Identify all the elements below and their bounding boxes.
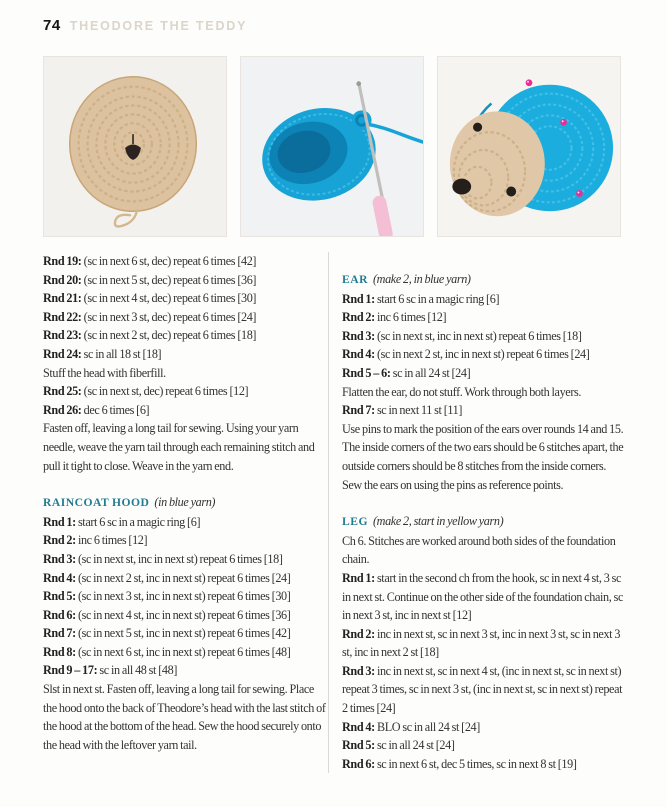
pattern-line <box>43 587 328 606</box>
round-instructions: Flatten the ear, do not stuff. Work through both layers. <box>342 384 582 399</box>
section-note: (make 2, in blue yarn) <box>372 272 471 286</box>
round-instructions: (sc in next 6 st, inc in next st) repeat 6 times [48] <box>75 644 291 659</box>
pattern-line <box>43 606 328 625</box>
round-instructions: sc in all 24 st [24] <box>374 738 455 753</box>
round-instructions: Fasten off, leaving a long tail for sewing. Using your yarn needle, weave the yarn tail through each remaining stitch and pull it tight to close. Weave in the yarn end. <box>43 421 315 473</box>
pattern-line <box>342 569 625 625</box>
photo-row <box>43 56 621 237</box>
round-instructions: (sc in next 4 st, inc in next st) repeat 6 times [36] <box>75 607 291 622</box>
pattern-line <box>342 364 625 383</box>
round-label: Rnd 22: <box>43 309 82 324</box>
teddy-eye-right <box>506 187 516 197</box>
photo-hood-in-progress <box>240 56 424 237</box>
pattern-line <box>43 252 328 271</box>
pattern-line <box>342 625 625 662</box>
pattern-line <box>43 419 328 475</box>
round-label: Rnd 6: <box>342 756 375 771</box>
pattern-line <box>43 513 328 532</box>
pattern-line <box>342 718 625 737</box>
page-number: 74 <box>43 17 61 34</box>
pattern-line <box>43 326 328 345</box>
pattern-line <box>342 270 625 290</box>
round-instructions: (sc in next 2 st, dec) repeat 6 times [18] <box>81 328 257 343</box>
left-column <box>43 252 328 773</box>
round-label: Rnd 4: <box>342 347 375 362</box>
photo-teddy-head-front <box>43 56 227 237</box>
pattern-line <box>43 289 328 308</box>
round-instructions: start in the second ch from the hook, sc in next 4 st, 3 sc in next st. Continue on the other side of the foundation chain, sc in next 3 st, inc in next st [12] <box>342 570 623 623</box>
round-label: Rnd 2: <box>43 533 76 548</box>
chapter-title: THEODORE THE TEDDY <box>69 19 248 33</box>
pattern-line <box>43 308 328 327</box>
pattern-line <box>342 383 625 402</box>
round-label: Rnd 8: <box>43 644 76 659</box>
round-label: Rnd 5: <box>43 589 76 604</box>
round-label: Rnd 6: <box>43 607 76 622</box>
section-heading: EAR <box>342 273 368 286</box>
round-instructions: (sc in next st, inc in next st) repeat 6 times [18] <box>75 551 283 566</box>
round-label: Rnd 3: <box>43 551 76 566</box>
round-instructions: inc in next st, sc in next 3 st, inc in next 3 st, sc in next 3 st, inc in next 2 st [18] <box>342 626 621 660</box>
round-label: Rnd 2: <box>342 310 375 325</box>
round-instructions: Ch 6. Stitches are worked around both sides of the foundation chain. <box>342 533 616 567</box>
round-instructions: sc in all 48 st [48] <box>97 663 178 678</box>
round-instructions: sc in next 11 st [11] <box>374 403 463 418</box>
round-label: Rnd 23: <box>43 328 82 343</box>
right-column <box>329 252 625 773</box>
pattern-line <box>342 512 625 532</box>
photo-head-with-hood <box>437 56 621 237</box>
section-note: (make 2, start in yellow yarn) <box>372 514 504 529</box>
round-instructions: (sc in next 2 st, inc in next st) repeat 6 times [24] <box>374 347 590 362</box>
round-instructions: Slst in next st. Fasten off, leaving a long tail for sewing. Place the hood onto the back of Theodore’s head with the last stitch of the hood at the bottom of the head. Sew the hood securely onto the head with the leftover yarn tail. <box>43 682 326 752</box>
round-label: Rnd 26: <box>43 402 82 417</box>
left-column-lines <box>43 252 328 754</box>
round-label: Rnd 5: <box>342 738 375 753</box>
round-instructions: start 6 sc in a magic ring [6] <box>374 291 500 306</box>
round-instructions: sc in all 24 st [24] <box>390 365 471 380</box>
round-instructions: (sc in next 3 st, dec) repeat 6 times [24] <box>81 309 257 324</box>
pattern-line <box>43 382 328 401</box>
pattern-line <box>342 401 625 420</box>
pattern-line <box>43 661 328 680</box>
pattern-line <box>43 364 328 383</box>
round-instructions: (sc in next 5 st, dec) repeat 6 times [36] <box>81 272 257 287</box>
round-instructions: (sc in next 4 st, dec) repeat 6 times [30] <box>81 291 257 306</box>
pattern-line <box>342 345 625 364</box>
round-instructions: BLO sc in all 24 st [24] <box>374 719 480 734</box>
pattern-line <box>43 550 328 569</box>
head-with-hood-illustration <box>438 57 620 236</box>
teddy-head-front-illustration <box>44 57 226 236</box>
round-label: Rnd 9 – 17: <box>43 663 98 678</box>
round-label: Rnd 19: <box>43 254 82 268</box>
round-label: Rnd 3: <box>342 328 375 343</box>
section-heading: RAINCOAT HOOD <box>43 496 150 510</box>
round-label: Rnd 4: <box>43 570 76 585</box>
round-label: Rnd 5 – 6: <box>342 365 391 380</box>
round-instructions: sc in next 6 st, dec 5 times, sc in next 8 st [19] <box>374 756 577 771</box>
pattern-text <box>43 252 625 773</box>
round-instructions: start 6 sc in a magic ring [6] <box>75 514 201 529</box>
round-instructions: inc in next st, sc in next 4 st, (inc in next st, sc in next st) repeat 3 times, sc in next 3 st, (inc in next st, sc in next st) repeat 2 times [24] <box>342 663 623 716</box>
pattern-line <box>43 680 328 754</box>
teddy-nose <box>452 179 471 195</box>
pattern-line <box>43 345 328 364</box>
pattern-line <box>43 531 328 550</box>
round-instructions: inc 6 times [12] <box>75 533 148 548</box>
pattern-line <box>342 290 625 309</box>
round-instructions: (sc in next 6 st, dec) repeat 6 times [42] <box>81 254 257 268</box>
round-instructions: Stuff the head with fiberfill. <box>43 365 166 380</box>
round-label: Rnd 3: <box>342 663 375 678</box>
pattern-line <box>43 401 328 420</box>
page-header <box>0 0 667 35</box>
hood-crochet-illustration <box>241 57 423 236</box>
round-label: Rnd 2: <box>342 626 375 641</box>
round-instructions: (sc in next 2 st, inc in next st) repeat 6 times [24] <box>75 570 291 585</box>
section-note: (in blue yarn) <box>154 495 216 510</box>
pattern-line <box>43 569 328 588</box>
round-instructions: (sc in next st, inc in next st) repeat 6 times [18] <box>374 328 582 343</box>
teddy-eye-left <box>473 123 482 132</box>
pattern-line <box>342 308 625 327</box>
crochet-hook-tip <box>356 81 361 86</box>
round-instructions: sc in all 18 st [18] <box>81 346 162 361</box>
round-label: Rnd 1: <box>342 291 375 306</box>
round-instructions: (sc in next 3 st, inc in next st) repeat 6 times [30] <box>75 589 291 604</box>
pattern-line <box>342 755 625 774</box>
pattern-line <box>342 662 625 718</box>
round-label: Rnd 7: <box>342 403 375 418</box>
round-label: Rnd 20: <box>43 272 82 287</box>
pattern-line <box>342 532 625 569</box>
round-instructions: Use pins to mark the position of the ears over rounds 14 and 15. The inside corners of the two ears should be 6 stitches apart, the outside corners should be 8 stitches from the inside corners. Sew the ears on using the pins as reference points. <box>342 421 624 492</box>
round-instructions: (sc in next st, dec) repeat 6 times [12] <box>81 384 249 399</box>
pattern-line <box>342 420 625 494</box>
pattern-line <box>43 624 328 643</box>
section-heading: LEG <box>342 515 368 529</box>
pattern-line <box>342 327 625 346</box>
round-label: Rnd 1: <box>342 570 375 585</box>
round-label: Rnd 7: <box>43 626 76 641</box>
round-instructions: (sc in next 5 st, inc in next st) repeat 6 times [42] <box>75 626 291 641</box>
pattern-line <box>342 736 625 755</box>
round-label: Rnd 24: <box>43 346 82 361</box>
round-label: Rnd 25: <box>43 384 82 399</box>
round-label: Rnd 4: <box>342 719 375 734</box>
round-label: Rnd 21: <box>43 291 82 306</box>
pattern-line <box>43 643 328 662</box>
round-instructions: inc 6 times [12] <box>374 310 447 325</box>
right-column-lines <box>342 270 625 773</box>
pattern-line <box>43 493 328 513</box>
round-instructions: dec 6 times [6] <box>81 402 150 417</box>
pattern-line <box>43 271 328 290</box>
round-label: Rnd 1: <box>43 514 76 529</box>
